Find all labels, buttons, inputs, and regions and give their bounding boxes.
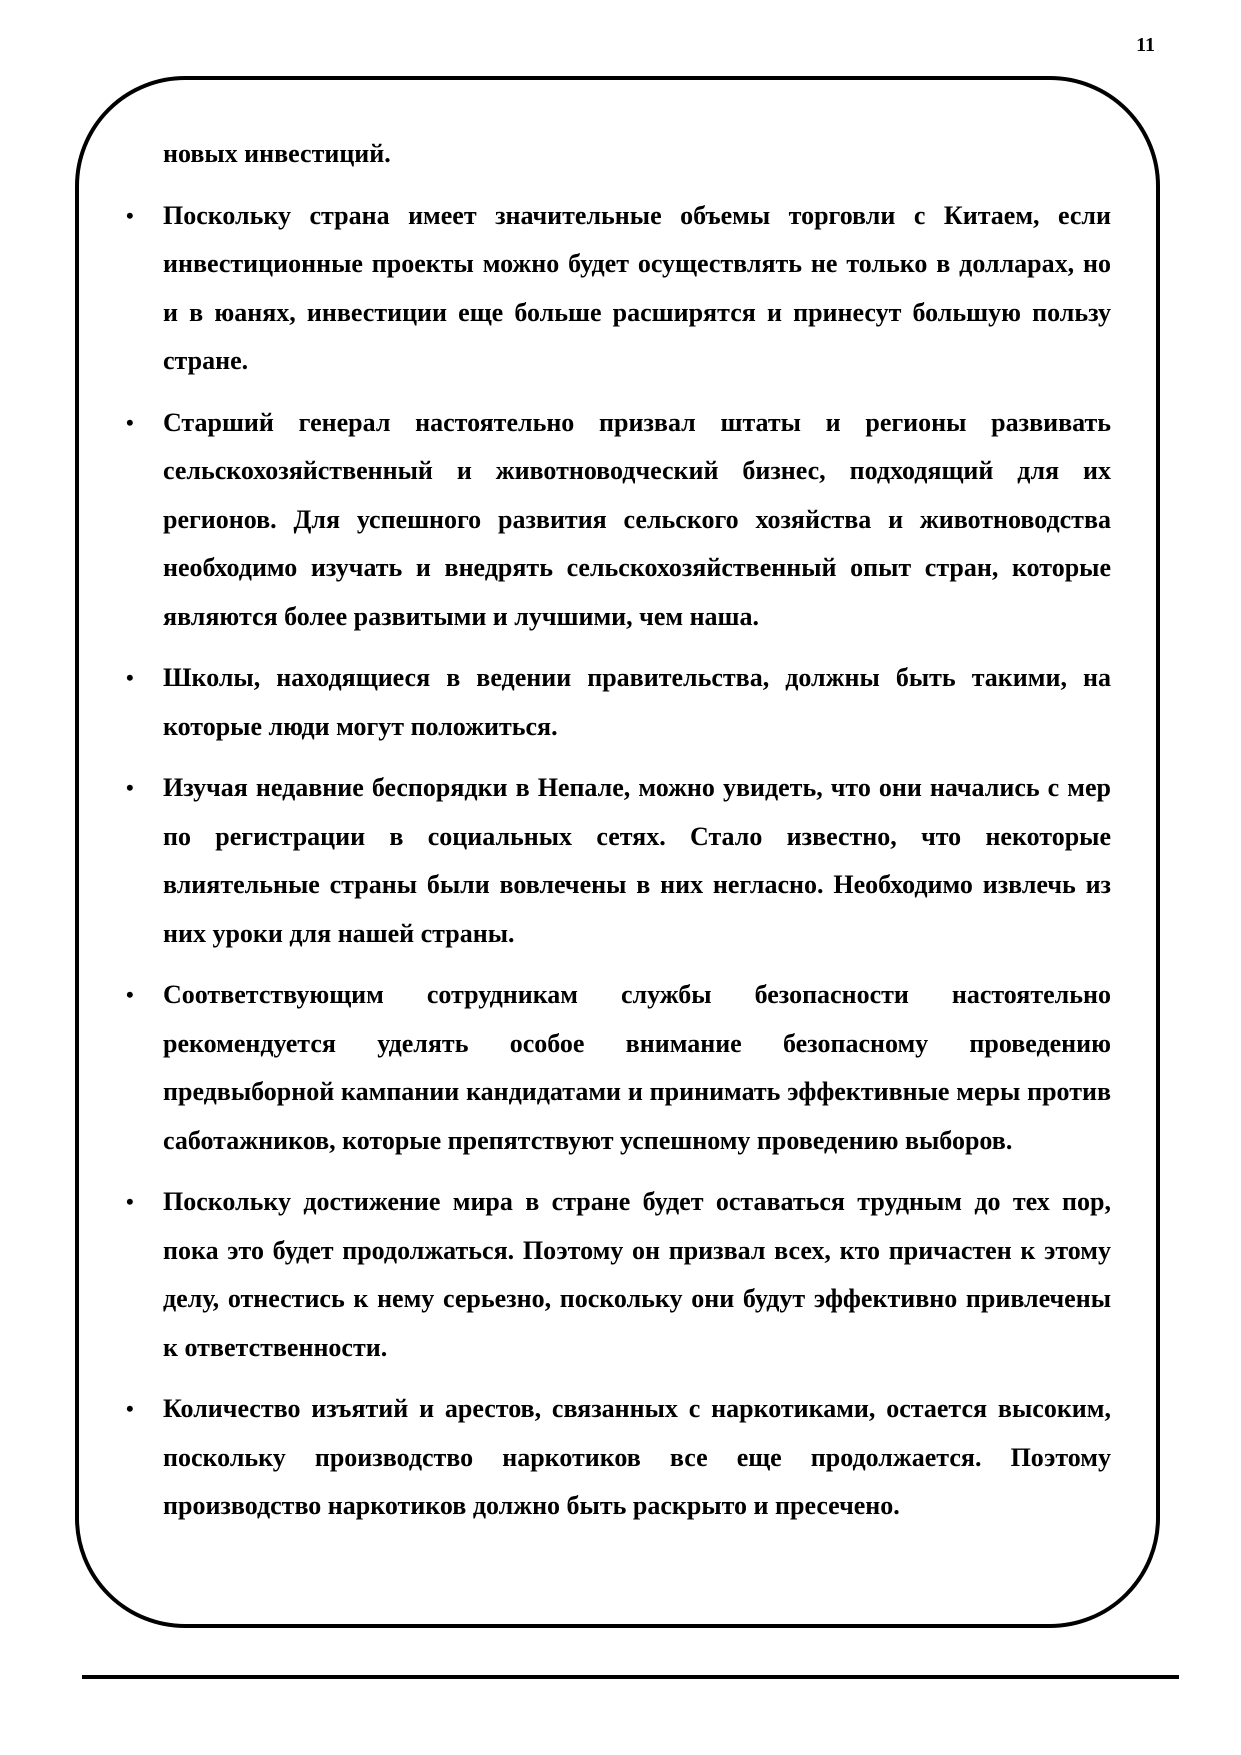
bullet-icon: • [126, 665, 134, 690]
list-item [126, 1178, 1111, 1372]
footer-divider [82, 1675, 1179, 1679]
bullet-icon: • [126, 202, 134, 228]
list-item-text: Поскольку достижение мира в стране будет оставаться трудным до тех пор, пока это будет продолжаться. Поэтому он призвал всех, кто причастен к этому делу, отнестись к нему серьезно, поскольку они будут эффективно привлечены к ответственности. [163, 1187, 1111, 1362]
list-item [126, 192, 1111, 386]
page-number: 11 [1136, 34, 1155, 56]
bullet-icon: • [126, 409, 134, 435]
list-item [126, 764, 1111, 958]
list-item [126, 654, 1111, 751]
bullet-icon: • [126, 982, 134, 1007]
continuation-paragraph: новых инвестиций. [163, 139, 391, 168]
bullet-list [126, 192, 1111, 1531]
bullet-icon: • [126, 1396, 134, 1421]
bullet-icon: • [126, 775, 134, 800]
list-item [126, 399, 1111, 642]
list-item-text: Количество изъятий и арестов, связанных с наркотиками, остается высоким, поскольку производство наркотиков все еще продолжается. Поэтому производство наркотиков должно быть раскрыто и пресечено. [163, 1394, 1111, 1520]
list-item [126, 971, 1111, 1165]
list-item-text: Изучая недавние беспорядки в Непале, можно увидеть, что они начались с мер по регистрации в социальных сетях. Стало известно, что некоторые влиятельные страны были вовлечены в них негласно. Необходимо извлечь из них уроки для нашей страны. [163, 773, 1111, 948]
list-item-text: Соответствующим сотрудникам службы безопасности настоятельно рекомендуется уделять особое внимание безопасному проведению предвыборной кампании кандидатами и принимать эффективные меры против саботажников, которые препятствуют успешному проведению выборов. [163, 980, 1111, 1155]
list-item [126, 1385, 1111, 1531]
list-item-text: Старший генерал настоятельно призвал штаты и регионы развивать сельскохозяйственный и животноводческий бизнес, подходящий для их регионов. Для успешного развития сельского хозяйства и животноводства необходимо изучать и внедрять сельскохозяйственный опыт стран, которые являются более развитыми и лучшими, чем наша. [163, 407, 1111, 631]
document-body [126, 130, 1111, 1544]
list-item-text: Школы, находящиеся в ведении правительства, должны быть такими, на которые люди могут положиться. [163, 663, 1111, 741]
bullet-icon: • [126, 1189, 134, 1214]
list-item-text: Поскольку страна имеет значительные объемы торговли с Китаем, если инвестиционные проекты можно будет осуществлять не только в долларах, но и в юанях, инвестиции еще больше расширятся и принесут большую пользу стране. [163, 200, 1111, 375]
